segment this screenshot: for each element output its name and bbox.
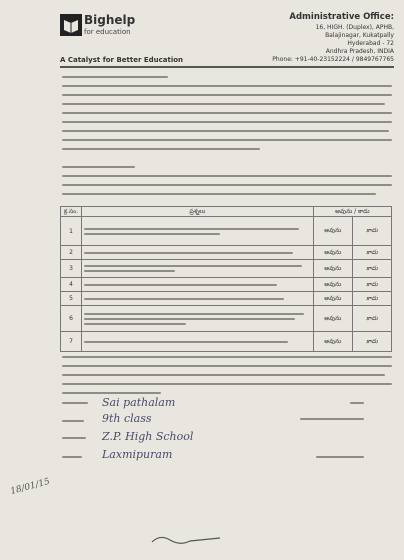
office-title: Administrative Office: xyxy=(289,12,394,22)
row-number: 6 xyxy=(61,306,82,332)
col-no-header: క్ర.సం. xyxy=(61,207,82,217)
no-option[interactable]: కాదు xyxy=(352,278,391,292)
handwritten-date: 18/01/15 xyxy=(9,476,52,498)
office-line: Andhra Pradesh, INDIA xyxy=(325,48,394,55)
logo-name: Bighelp xyxy=(84,13,136,27)
no-option[interactable]: కాదు xyxy=(352,260,391,278)
no-option[interactable]: కాదు xyxy=(352,292,391,306)
table-row xyxy=(61,306,392,332)
logo xyxy=(60,12,180,52)
book-logo-icon xyxy=(60,14,82,36)
table-row xyxy=(61,246,392,260)
question-cell xyxy=(82,306,314,332)
yes-option[interactable]: అవును xyxy=(313,278,352,292)
form-label-village xyxy=(62,456,82,458)
question-cell xyxy=(82,260,314,278)
no-option[interactable]: కాదు xyxy=(352,246,391,260)
row-number: 7 xyxy=(61,332,82,352)
question-cell xyxy=(82,292,314,306)
founder-title-line xyxy=(316,456,364,458)
no-option[interactable]: కాదు xyxy=(352,217,391,246)
question-cell xyxy=(82,278,314,292)
question-cell xyxy=(82,246,314,260)
yes-option[interactable]: అవును xyxy=(313,246,352,260)
yes-option[interactable]: అవును xyxy=(313,260,352,278)
survey-table xyxy=(60,206,392,352)
row-number: 4 xyxy=(61,278,82,292)
school-field[interactable]: Z.P. High School xyxy=(102,430,194,443)
question-cell xyxy=(82,332,314,352)
yes-option[interactable]: అవును xyxy=(313,292,352,306)
form-label-school xyxy=(62,437,86,439)
yes-option[interactable]: అవును xyxy=(313,332,352,352)
table-row xyxy=(61,278,392,292)
office-line: Hyderabad - 72 xyxy=(347,40,394,47)
row-number: 1 xyxy=(61,217,82,246)
office-line: 16, HIGH. (Duplex), APHB, xyxy=(315,24,394,31)
table-row xyxy=(61,292,392,306)
office-line: Balajinagar, Kukatpally xyxy=(325,32,394,39)
col-question-header: ప్రశ్నలు xyxy=(82,207,314,217)
col-answer-header: అవును / కాదు xyxy=(313,207,391,217)
row-number: 2 xyxy=(61,246,82,260)
office-line: Phone: +91-40-23152224 / 9849767765 xyxy=(272,56,394,63)
class-field[interactable]: 9th class xyxy=(102,412,152,425)
question-cell xyxy=(82,217,314,246)
table-row xyxy=(61,260,392,278)
logo-subtitle: for education xyxy=(84,28,131,36)
student-name-field[interactable]: Sai pathalam xyxy=(102,396,176,409)
closing-paragraph xyxy=(62,356,392,401)
sign-label xyxy=(350,402,364,404)
table-row xyxy=(61,332,392,352)
row-number: 3 xyxy=(61,260,82,278)
no-option[interactable]: కాదు xyxy=(352,332,391,352)
row-number: 5 xyxy=(61,292,82,306)
instruction-paragraph xyxy=(62,166,392,202)
office-address xyxy=(254,12,394,64)
table-header-row xyxy=(61,207,392,217)
form-label-class xyxy=(62,420,84,422)
form-label-name xyxy=(62,402,88,404)
pen-scribble-mark xyxy=(150,532,230,548)
org-name-line xyxy=(300,418,364,420)
yes-option[interactable]: అవును xyxy=(313,306,352,332)
table-row xyxy=(61,217,392,246)
intro-paragraph xyxy=(62,76,392,157)
village-field[interactable]: Laxmipuram xyxy=(102,448,173,461)
no-option[interactable]: కాదు xyxy=(352,306,391,332)
header-divider xyxy=(60,66,394,68)
yes-option[interactable]: అవును xyxy=(313,217,352,246)
tagline: A Catalyst for Better Education xyxy=(60,56,184,64)
